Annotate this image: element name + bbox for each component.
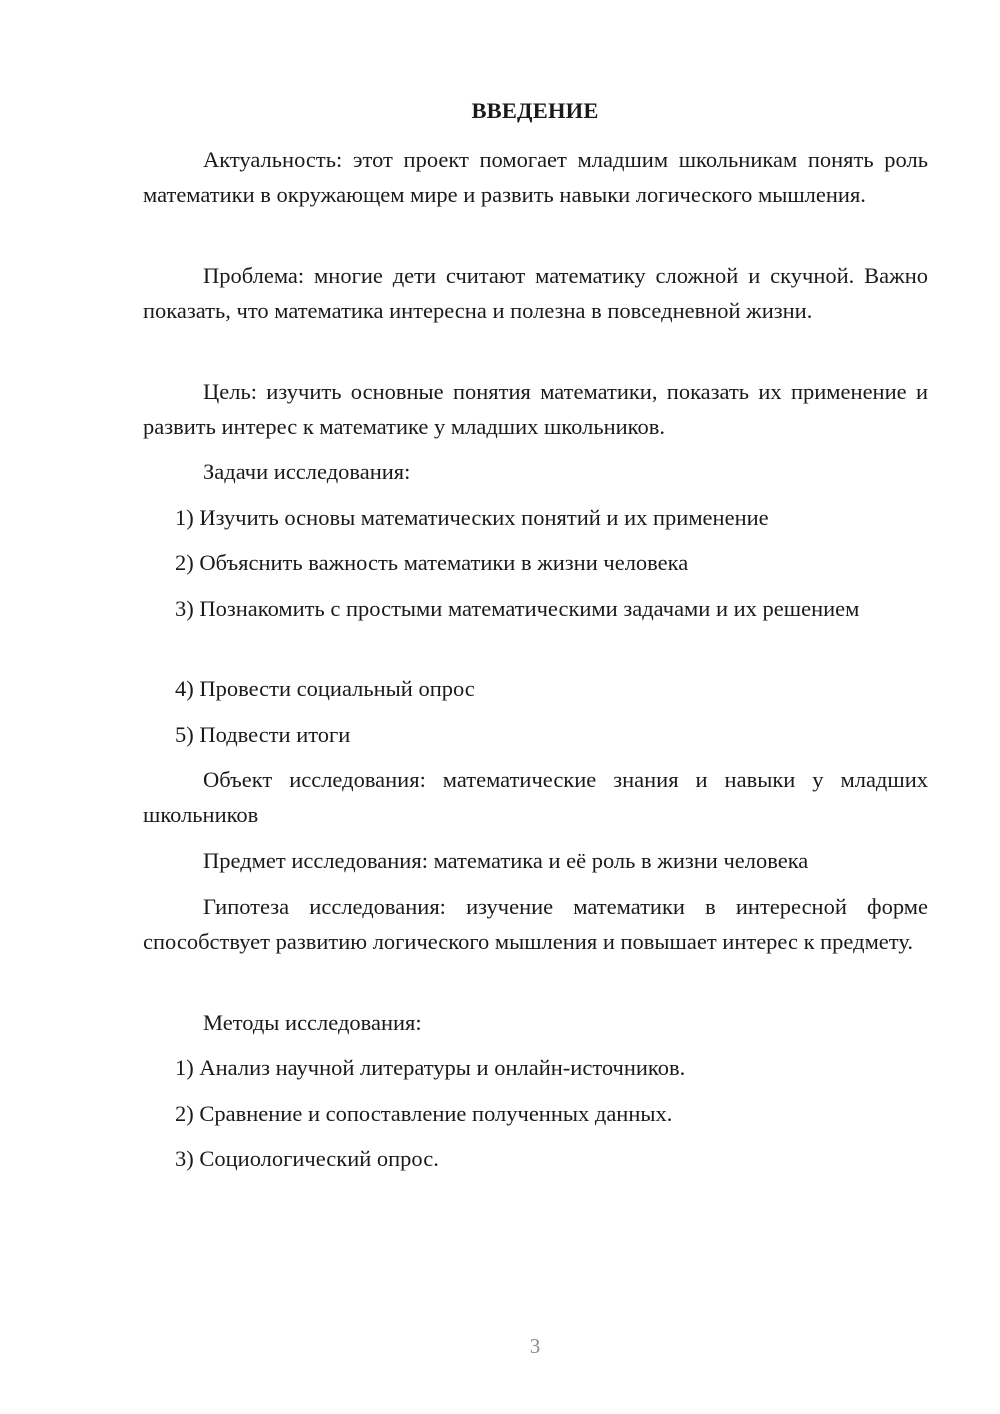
relevance-paragraph: Актуальность: этот проект помогает младшим школьникам понять роль математики в окружающем мире и развить навыки логического мышления. <box>143 147 928 207</box>
task-item-1: 1) Изучить основы математических понятий и их применение <box>175 505 769 530</box>
problem-paragraph: Проблема: многие дети считают математику сложной и скучной. Важно показать, что математика интересна и полезна в повседневной жизни. <box>143 263 928 323</box>
methods-heading: Методы исследования: <box>203 1010 422 1035</box>
task-item-3: 3) Познакомить с простыми математическими задачами и их решением <box>175 596 860 621</box>
method-item-1: 1) Анализ научной литературы и онлайн-источников. <box>175 1055 686 1080</box>
tasks-heading: Задачи исследования: <box>203 459 411 484</box>
method-item-2: 2) Сравнение и сопоставление полученных данных. <box>175 1101 673 1126</box>
goal-paragraph: Цель: изучить основные понятия математики, показать их применение и развить интерес к математике у младших школьников. <box>143 379 928 439</box>
object-paragraph: Объект исследования: математические знания и навыки у младших школьников <box>143 767 928 827</box>
task-item-5: 5) Подвести итоги <box>175 722 351 747</box>
task-item-4: 4) Провести социальный опрос <box>175 676 475 701</box>
subject-paragraph: Предмет исследования: математика и её роль в жизни человека <box>203 848 809 873</box>
section-title: ВВЕДЕНИЕ <box>471 98 599 123</box>
task-item-2: 2) Объяснить важность математики в жизни человека <box>175 550 689 575</box>
page-number: 3 <box>529 1334 541 1358</box>
method-item-3: 3) Социологический опрос. <box>175 1146 439 1171</box>
hypothesis-paragraph: Гипотеза исследования: изучение математики в интересной форме способствует развитию логического мышления и повышает интерес к предмету. <box>143 894 928 954</box>
